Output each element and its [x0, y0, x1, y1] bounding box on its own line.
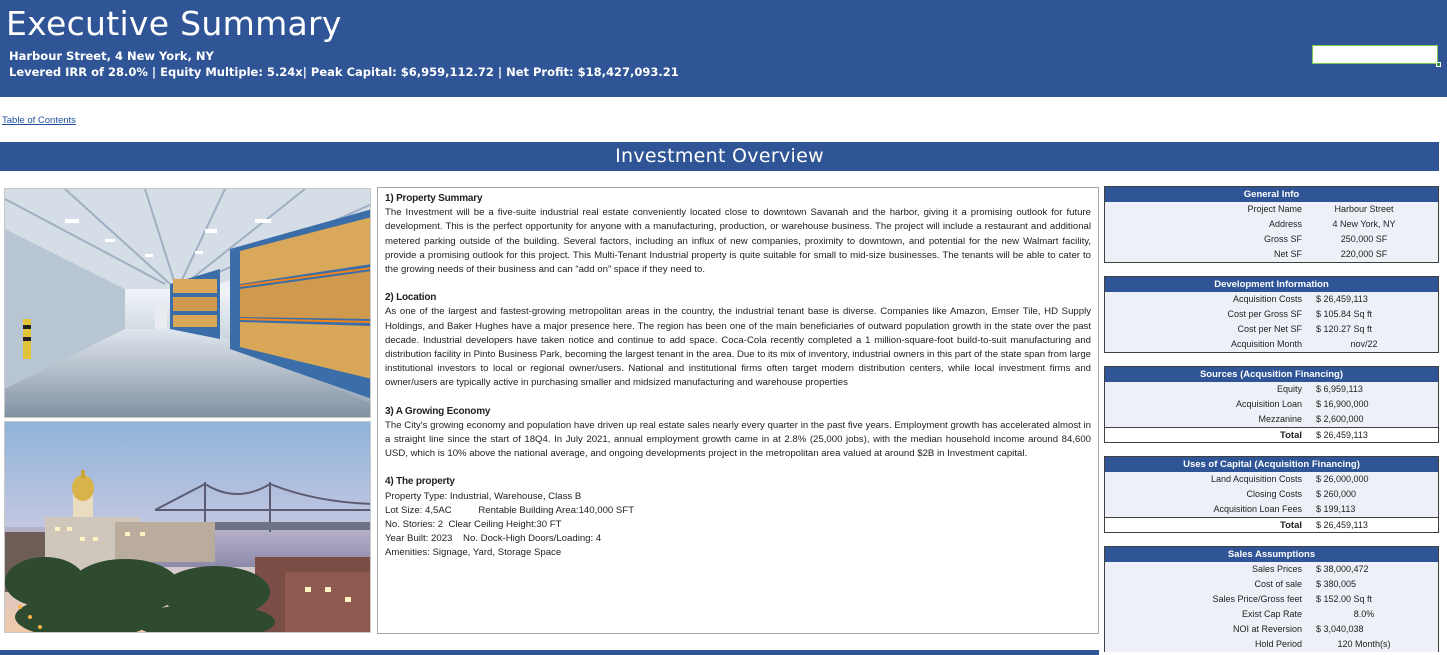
- location-heading: 2) Location: [385, 292, 437, 304]
- row-value[interactable]: $ 2,600,000: [1316, 414, 1364, 424]
- row-value[interactable]: $ 260,000: [1316, 489, 1357, 499]
- property-type-line: Property Type: Industrial, Warehouse, Class B: [385, 490, 582, 502]
- general-info-title: General Info: [1105, 187, 1438, 202]
- property-summary-body: The Investment will be a five-suite industrial real estate conveniently located close to downtown Savanah and the harbor, giving it a promising outlook for future development. This is the perfect opportunity for anyone with a manufacturing, production, or warehouse business. The project will include a restaurant and additional metered parking outside of the building. Several factors, including an influx of new companies, proximity to downtown, and potential for the new Walmart facility, provide a promising outlook for this project. This Multi-Tenant Industrial property is quite suitable for small to mid-size businesses. The tenants will be able to cater to the growing needs of their business and can “add on” space if they need to.: [385, 207, 1091, 276]
- growing-economy-body: The City's growing economy and population have driven up real estate sales nearly every quarter in the past five years. Employment growth has accelerated almost in a straight line since the start of 18Q4. In July 2021, annual employment growth came in at 2.8% (25,000 jobs), with the median household income around 84,600 USD, which is 10% above the national average, and ongoing developments project in the metropolitan area valued at around $2B in Investment capital.: [385, 419, 1091, 460]
- year-built-line: Year Built: 2023 No. Dock-High Doors/Loading: 4: [385, 533, 602, 545]
- growing-economy-heading: 3) A Growing Economy: [385, 405, 491, 417]
- key-metrics: Levered IRR of 28.0% | Equity Multiple: 5.24x| Peak Capital: $6,959,112.72 | Net Profit: $18,427,093.21: [9, 65, 679, 79]
- table-row: [1105, 502, 1438, 517]
- table-row: [1105, 322, 1438, 337]
- row-label: Closing Costs: [1246, 489, 1302, 499]
- table-row: [1105, 472, 1438, 487]
- amenities-line: Amenities: Signage, Yard, Storage Space: [385, 547, 562, 559]
- table-row: [1105, 292, 1438, 307]
- table-row: [1105, 217, 1438, 232]
- row-value[interactable]: $ 199,113: [1316, 504, 1356, 514]
- row-value[interactable]: $ 6,959,113: [1316, 384, 1363, 394]
- row-value[interactable]: $ 3,040,038: [1316, 624, 1364, 634]
- table-row: [1105, 307, 1438, 322]
- row-label: Sales Price/Gross feet: [1212, 594, 1302, 604]
- sources-title: Sources (Acqusition Financing): [1105, 367, 1438, 382]
- row-value[interactable]: Harbour Street: [1334, 204, 1394, 214]
- section-title-bar: [0, 142, 1439, 171]
- the-property-heading: 4) The property: [385, 476, 455, 488]
- bottom-section-bar: [0, 650, 1099, 655]
- stories-line: No. Stories: 2 Clear Ceiling Height:30 FT: [385, 519, 562, 531]
- row-value[interactable]: $ 38,000,472: [1316, 564, 1369, 574]
- row-label: NOI at Reversion: [1232, 624, 1302, 634]
- table-row: [1105, 412, 1438, 427]
- cityscape-illustration: [5, 422, 371, 633]
- table-row: [1105, 607, 1438, 622]
- sales-assumptions-title: Sales Assumptions: [1105, 547, 1438, 562]
- table-row: [1105, 562, 1438, 577]
- table-row: [1105, 202, 1438, 217]
- row-label: Cost of sale: [1254, 579, 1302, 589]
- development-info-title: Development Information: [1105, 277, 1438, 292]
- warehouse-interior-photo: [4, 188, 371, 418]
- table-row: [1105, 487, 1438, 502]
- general-info-panel: [1104, 186, 1439, 263]
- row-label: Land Acquisition Costs: [1210, 474, 1302, 484]
- row-value[interactable]: $ 120.27 Sq ft: [1316, 324, 1373, 334]
- fill-handle[interactable]: [1436, 62, 1441, 67]
- table-row: [1105, 232, 1438, 247]
- row-label: Cost per Net SF: [1237, 324, 1302, 334]
- uses-of-capital-panel: [1104, 456, 1439, 533]
- row-value[interactable]: 4 New York, NY: [1332, 219, 1396, 229]
- row-label: Address: [1268, 219, 1302, 229]
- selected-cell[interactable]: [1312, 45, 1438, 64]
- section-title: Investment Overview: [615, 145, 824, 167]
- row-label: Acquisition Costs: [1232, 294, 1302, 304]
- total-value[interactable]: $ 26,459,113: [1316, 520, 1368, 530]
- row-label: Mezzanine: [1258, 414, 1302, 424]
- header-banner: [0, 0, 1447, 97]
- total-label: Total: [1280, 520, 1302, 531]
- table-row: [1105, 622, 1438, 637]
- row-value[interactable]: 220,000 SF: [1340, 249, 1388, 259]
- row-label: Acquisition Loan: [1235, 399, 1302, 409]
- row-label: Hold Period: [1254, 639, 1302, 649]
- row-label: Sales Prices: [1251, 564, 1302, 574]
- row-label: Gross SF: [1263, 234, 1302, 244]
- row-value[interactable]: 120 Month(s): [1337, 639, 1391, 649]
- row-value[interactable]: $ 16,900,000: [1316, 399, 1369, 409]
- total-row: [1105, 427, 1438, 442]
- row-value[interactable]: $ 26,000,000: [1316, 474, 1369, 484]
- row-value[interactable]: $ 380,005: [1316, 579, 1357, 589]
- table-row: [1105, 397, 1438, 412]
- row-value[interactable]: nov/22: [1350, 339, 1378, 349]
- table-row: [1105, 637, 1438, 652]
- location-body: As one of the largest and fastest-growing metropolitan areas in the country, the industrial tenant base is diverse. Companies like Amazon, Emser Tile, HD Supply Holdings, and Baker Hughes have a major presence here. The region has been one of the main beneficiaries of outward population growth in the state over the past decade. Industrial developers have taken notice and continue to add space. Coca-Cola recently completed a 1 million-square-foot build-to-suit manufacturing and distribution facility in Pinto Business Park, becoming the largest tenant in the area. Due to its mix of inventory, industrial owners in this part of the state span from large institutional investors to local or regional owner/users. National and institutional firms often target modern distribution centers, while local investment firms and owner/users are typically active in purchasing smaller and midsized manufacturing and warehouse properties: [385, 306, 1091, 389]
- table-of-contents-link[interactable]: Table of Contents: [2, 115, 76, 126]
- row-label: Acquisition Loan Fees: [1213, 504, 1302, 514]
- row-label: Equity: [1276, 384, 1302, 394]
- property-details: [385, 490, 1091, 561]
- investment-overview-text: [377, 187, 1099, 634]
- total-value[interactable]: $ 26,459,113: [1316, 430, 1368, 440]
- city-harbor-bridge-photo: [4, 421, 371, 633]
- row-value[interactable]: $ 152.00 Sq ft: [1316, 594, 1373, 604]
- page-title: Executive Summary: [6, 4, 342, 43]
- table-row: [1105, 592, 1438, 607]
- table-row: [1105, 382, 1438, 397]
- row-value[interactable]: $ 26,459,113: [1316, 294, 1368, 304]
- sources-panel: [1104, 366, 1439, 443]
- property-address: Harbour Street, 4 New York, NY: [9, 49, 214, 63]
- uses-of-capital-title: Uses of Capital (Acquisition Financing): [1105, 457, 1438, 472]
- development-info-panel: [1104, 276, 1439, 353]
- table-row: [1105, 337, 1438, 352]
- warehouse-illustration: [5, 189, 371, 418]
- row-label: Exist Cap Rate: [1241, 609, 1302, 619]
- row-value[interactable]: 8.0%: [1353, 609, 1375, 619]
- total-row: [1105, 517, 1438, 532]
- row-label: Acquisition Month: [1230, 339, 1302, 349]
- lot-size-line: Lot Size: 4,5AC Rentable Building Area:140,000 SFT: [385, 504, 635, 516]
- row-label: Net SF: [1273, 249, 1302, 259]
- property-summary-heading: 1) Property Summary: [385, 193, 483, 204]
- row-label: Project Name: [1247, 204, 1302, 214]
- table-row: [1105, 247, 1438, 262]
- total-label: Total: [1280, 430, 1302, 441]
- row-label: Cost per Gross SF: [1227, 309, 1302, 319]
- sales-assumptions-panel: [1104, 546, 1439, 652]
- row-value[interactable]: $ 105.84 Sq ft: [1316, 309, 1373, 319]
- table-row: [1105, 577, 1438, 592]
- row-value[interactable]: 250,000 SF: [1340, 234, 1388, 244]
